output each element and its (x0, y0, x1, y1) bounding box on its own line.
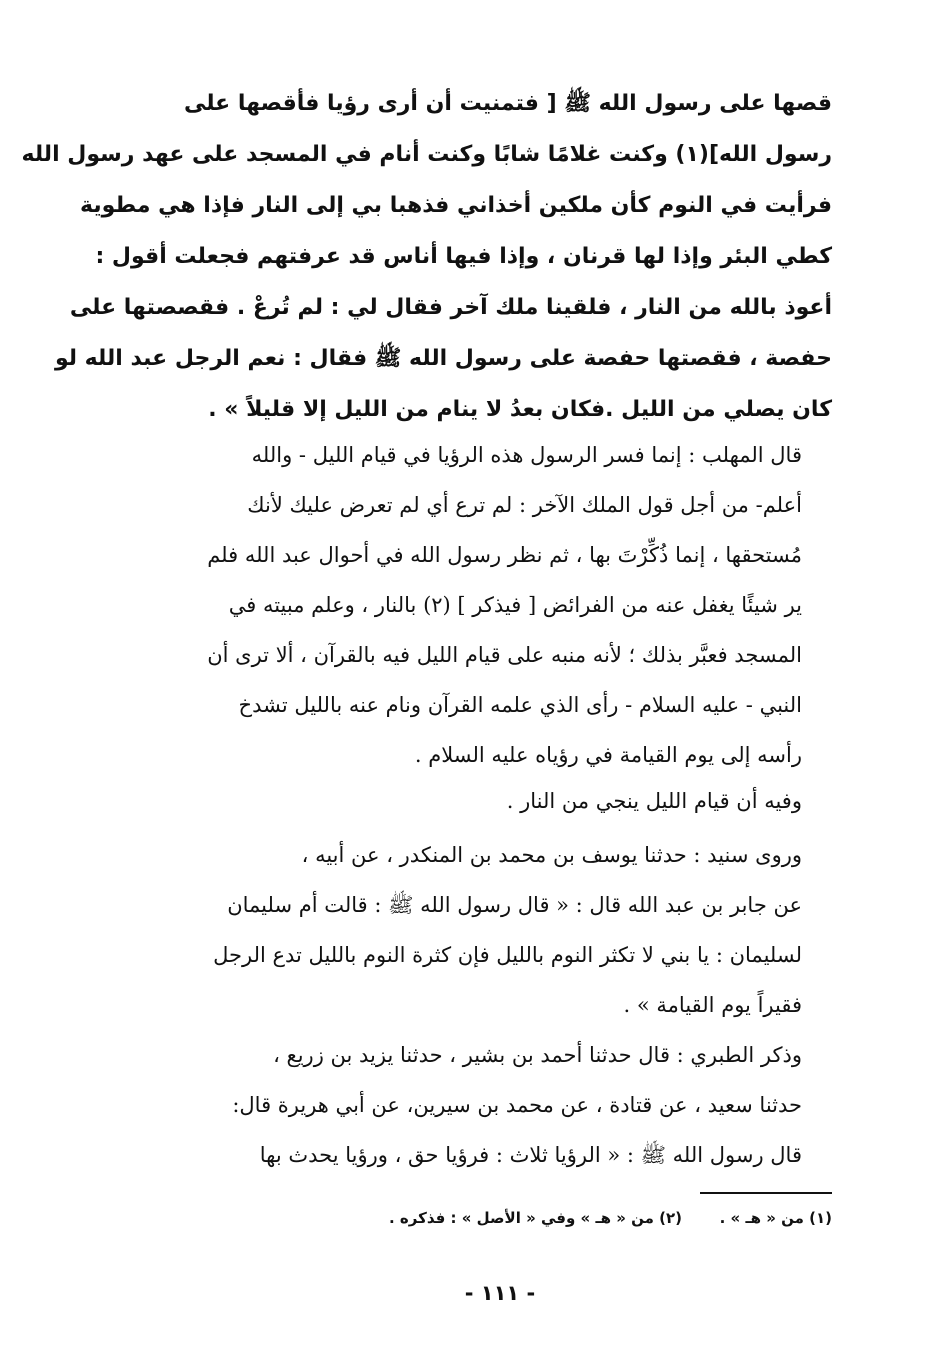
footnote-1: (١) من « هـ » . (719, 1209, 832, 1227)
paragraph-line: ير شيئًا يغفل عنه من الفرائض [ فيذكر ] (٢) بالنار ، وعلم مبيته في (228, 593, 802, 617)
paragraph-line: قال رسول الله ﷺ : « الرؤيا ثلاث : فرؤيا حق ، ورؤيا يحدث بها (259, 1143, 802, 1167)
paragraph-line: وذكر الطبري : قال حدثنا أحمد بن بشير ، حدثنا يزيد بن زريع ، (273, 1043, 802, 1067)
paragraph-line: وروى سنيد : حدثنا يوسف بن محمد بن المنكدر ، عن أبيه ، (301, 843, 802, 867)
paragraph-line: عن جابر بن عبد الله قال : « قال رسول الله ﷺ : قالت أم سليمان (227, 893, 802, 917)
footnote-2: (٢) من « هـ » وفي « الأصل » : فذكره . (389, 1209, 682, 1227)
hadith-line: كان يصلي من الليل .فكان بعدُ لا ينام من الليل إلا قليلاً » . (208, 397, 832, 422)
commentary-paragraph-muhallab (120, 430, 832, 780)
page-number: - ١١١ - (464, 1281, 536, 1305)
paragraph-line: لسليمان : يا بني لا تكثر النوم بالليل فإن كثرة النوم بالليل تدع الرجل (213, 943, 802, 967)
commentary-paragraph-night-prayer (120, 776, 832, 826)
hadith-line: قصها على رسول الله ﷺ [ فتمنيت أن أرى رؤيا فأقصها على (183, 91, 832, 116)
hadith-line: فرأيت في النوم كأن ملكين أخذاني فذهبا بي إلى النار فإذا هي مطوية (80, 193, 832, 218)
paragraph-line: وفيه أن قيام الليل ينجي من النار . (506, 789, 802, 813)
paragraph-line: المسجد فعبَّر بذلك ؛ لأنه منبه على قيام الليل فيه بالقرآن ، ألا ترى أن (207, 643, 802, 667)
paragraph-line: فقيراً يوم القيامة » . (623, 993, 802, 1017)
paragraph-line: مُستحقها ، إنما ذُكِّرْتَ بها ، ثم نظر رسول الله في أحوال عبد الله فلم (207, 543, 802, 567)
hadith-line: أعوذ بالله من النار ، فلقينا ملك آخر فقال لي : لم تُرعْ . فقصصتها على (69, 295, 832, 320)
paragraph-line: قال المهلب : إنما فسر الرسول هذه الرؤيا في قيام الليل - والله (251, 443, 802, 467)
hadith-line: حفصة ، فقصتها حفصة على رسول الله ﷺ فقال : نعم الرجل عبد الله لو (54, 346, 832, 371)
paragraph-line: أعلم- من أجل قول الملك الآخر : لم ترع أي لم تعرض عليك لأنك (247, 493, 802, 517)
footnote-divider (700, 1192, 832, 1194)
hadith-line: رسول الله](١) وكنت غلامًا شابًا وكنت أنام في المسجد على عهد رسول الله (21, 142, 832, 167)
paragraph-line: رأسه إلى يوم القيامة في رؤياه عليه السلام . (414, 743, 802, 767)
commentary-paragraph-sunaid (120, 830, 832, 1030)
paragraph-line: النبي - عليه السلام - رأى الذي علمه القرآن ونام عنه بالليل تشدخ (238, 693, 802, 717)
hadith-line: كطي البئر وإذا لها قرنان ، وإذا فيها أناس قد عرفتهم فجعلت أقول : (95, 244, 832, 269)
hadith-text-block (21, 78, 832, 435)
paragraph-line: حدثنا سعيد ، عن قتادة ، عن محمد بن سيرين، عن أبي هريرة قال: (232, 1093, 802, 1117)
commentary-paragraph-tabari (120, 1030, 832, 1180)
footnotes (200, 1203, 832, 1233)
